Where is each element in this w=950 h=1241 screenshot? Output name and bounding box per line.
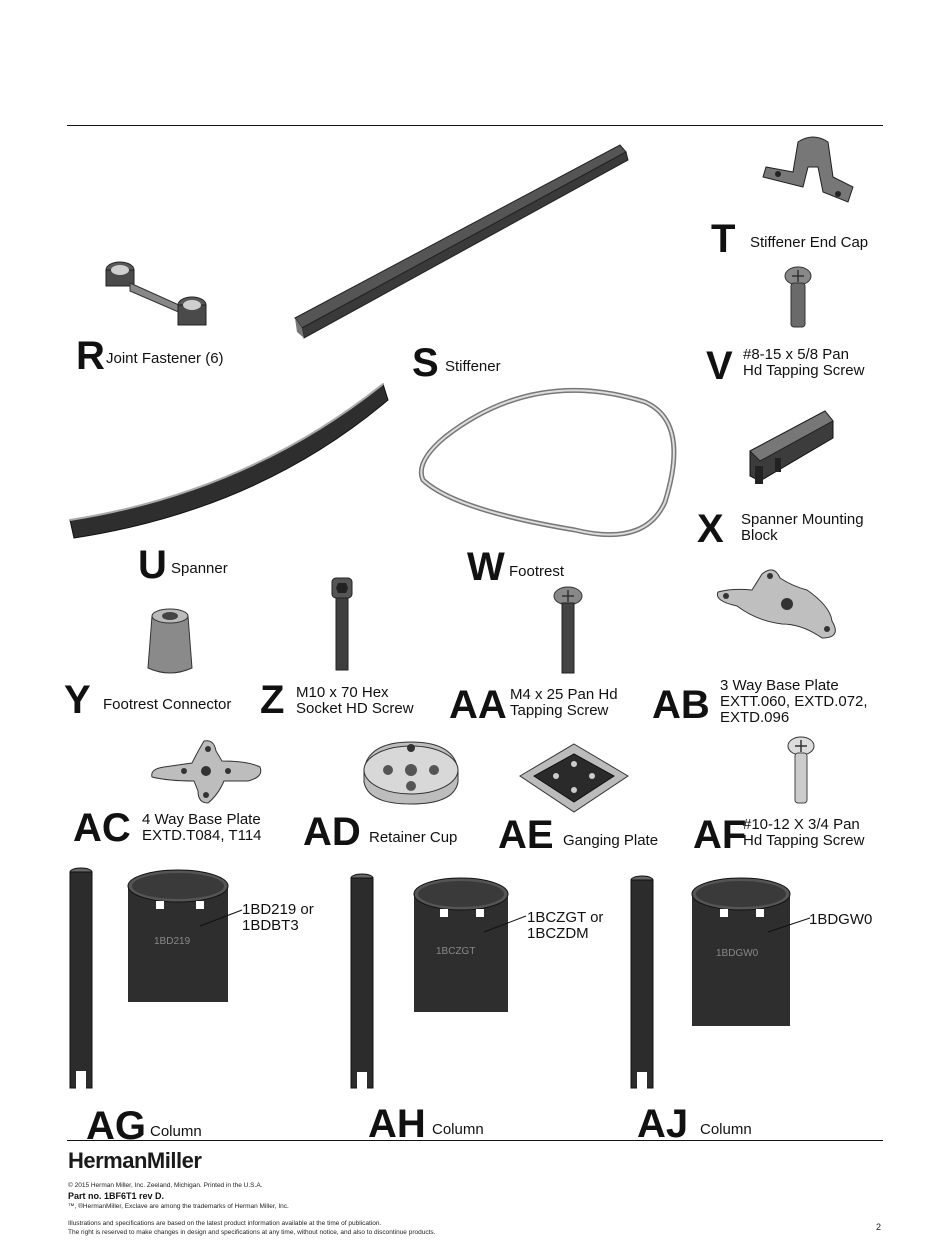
stiffener-end-cap-illustration bbox=[758, 132, 858, 212]
part-letter-z: Z bbox=[260, 678, 285, 722]
disclaimer-line2: The right is reserved to make changes in design and specifications at any time, without notice, and also to discontinue products. bbox=[68, 1229, 436, 1236]
part-letter-s: S bbox=[412, 341, 439, 385]
disclaimer-line1: Illustrations and specifications are based on the latest product information available at the time of publication. bbox=[68, 1220, 382, 1227]
column-ag-callout-line1: 1BD219 or bbox=[242, 901, 314, 918]
part-label-x-line2: Block bbox=[741, 527, 778, 544]
part-label-u: Spanner bbox=[171, 560, 228, 577]
part-label-af-line1: #10-12 X 3/4 Pan bbox=[743, 816, 860, 833]
pan-tapping-screw-v-illustration bbox=[783, 267, 813, 329]
part-label-z-line1: M10 x 70 Hex bbox=[296, 684, 389, 701]
footrest-illustration bbox=[415, 382, 680, 542]
pan-tapping-screw-af-illustration bbox=[786, 736, 816, 806]
column-aj-tube-illustration bbox=[627, 874, 657, 1094]
part-letter-ad: AD bbox=[303, 810, 361, 854]
part-label-af-line2: Hd Tapping Screw bbox=[743, 832, 865, 849]
part-letter-v: V bbox=[706, 344, 733, 388]
four-way-base-plate-illustration bbox=[148, 737, 266, 805]
part-label-aj: Column bbox=[700, 1121, 752, 1138]
column-ah-leader-line bbox=[484, 914, 528, 934]
column-ag-tube-illustration bbox=[66, 866, 96, 1094]
part-label-ab-line2: EXTT.060, EXTD.072, bbox=[720, 693, 868, 710]
column-ag-callout-line2: 1BDBT3 bbox=[242, 917, 299, 934]
column-aj-engraving: 1BDGW0 bbox=[716, 948, 759, 959]
column-ag-engraving: 1BD219 bbox=[154, 936, 191, 947]
footrest-connector-illustration bbox=[144, 606, 196, 676]
part-letter-aj: AJ bbox=[637, 1102, 689, 1146]
column-ah-tube-illustration bbox=[347, 872, 377, 1094]
pan-tapping-screw-aa-illustration bbox=[553, 586, 583, 676]
hex-socket-screw-illustration bbox=[330, 576, 354, 672]
part-letter-ac: AC bbox=[73, 806, 131, 850]
part-label-t: Stiffener End Cap bbox=[750, 234, 869, 251]
column-ah-callout-line2: 1BCZDM bbox=[527, 925, 589, 942]
part-label-ag: Column bbox=[150, 1123, 202, 1140]
part-label-z-line2: Socket HD Screw bbox=[296, 700, 414, 717]
column-aj-callout-line1: 1BDGW0 bbox=[809, 911, 873, 928]
column-aj-leader-line bbox=[768, 914, 812, 934]
spanner-mounting-block-illustration bbox=[745, 406, 837, 488]
part-label-v-line2: Hd Tapping Screw bbox=[743, 362, 865, 379]
part-letter-aa: AA bbox=[449, 683, 507, 727]
part-label-aa-line2: Tapping Screw bbox=[510, 702, 609, 719]
spanner-illustration bbox=[68, 382, 390, 540]
page-number: 2 bbox=[876, 1222, 882, 1232]
stiffener-illustration bbox=[290, 140, 635, 345]
part-number: Part no. 1BF6T1 rev D. bbox=[68, 1191, 165, 1201]
part-letter-ab: AB bbox=[652, 683, 710, 727]
part-label-ac-line2: EXTD.T084, T114 bbox=[142, 827, 262, 844]
part-letter-ag: AG bbox=[86, 1104, 146, 1148]
part-label-s: Stiffener bbox=[445, 358, 501, 375]
part-letter-w: W bbox=[467, 545, 505, 589]
part-letter-u: U bbox=[138, 543, 167, 587]
part-label-v-line1: #8-15 x 5/8 Pan bbox=[743, 346, 849, 363]
part-letter-t: T bbox=[711, 217, 736, 261]
column-ah-callout-line1: 1BCZGT or bbox=[527, 909, 604, 926]
part-label-ac-line1: 4 Way Base Plate bbox=[142, 811, 261, 828]
part-letter-ae: AE bbox=[498, 813, 554, 857]
top-rule bbox=[67, 125, 883, 126]
brand-logo: HermanMiller bbox=[68, 1148, 202, 1173]
bottom-rule bbox=[67, 1140, 883, 1141]
part-letter-y: Y bbox=[64, 678, 91, 722]
column-ag-leader-line bbox=[200, 908, 244, 928]
part-label-ab-line3: EXTD.096 bbox=[720, 709, 790, 726]
part-label-aa-line1: M4 x 25 Pan Hd bbox=[510, 686, 618, 703]
part-label-ab-line1: 3 Way Base Plate bbox=[720, 677, 839, 694]
ganging-plate-illustration bbox=[516, 740, 632, 816]
part-letter-r: R bbox=[76, 334, 105, 378]
part-label-w: Footrest bbox=[509, 563, 565, 580]
part-letter-ah: AH bbox=[368, 1102, 426, 1146]
part-label-ah: Column bbox=[432, 1121, 484, 1138]
part-label-r: Joint Fastener (6) bbox=[106, 350, 224, 367]
trademark-text: ™, ®HermanMiller, Exclave are among the trademarks of Herman Miller, Inc. bbox=[68, 1203, 289, 1210]
copyright-text: © 2015 Herman Miller, Inc. Zeeland, Michigan. Printed in the U.S.A. bbox=[68, 1182, 263, 1189]
three-way-base-plate-illustration bbox=[712, 566, 848, 644]
column-ah-engraving: 1BCZGT bbox=[436, 946, 476, 957]
part-letter-af: AF bbox=[693, 813, 747, 857]
part-label-x-line1: Spanner Mounting bbox=[741, 511, 864, 528]
retainer-cup-illustration bbox=[358, 740, 464, 806]
part-label-ae: Ganging Plate bbox=[563, 832, 659, 849]
part-label-y: Footrest Connector bbox=[103, 696, 232, 713]
part-label-ad: Retainer Cup bbox=[369, 829, 458, 846]
part-letter-x: X bbox=[697, 507, 724, 551]
joint-fastener-illustration bbox=[100, 255, 220, 335]
